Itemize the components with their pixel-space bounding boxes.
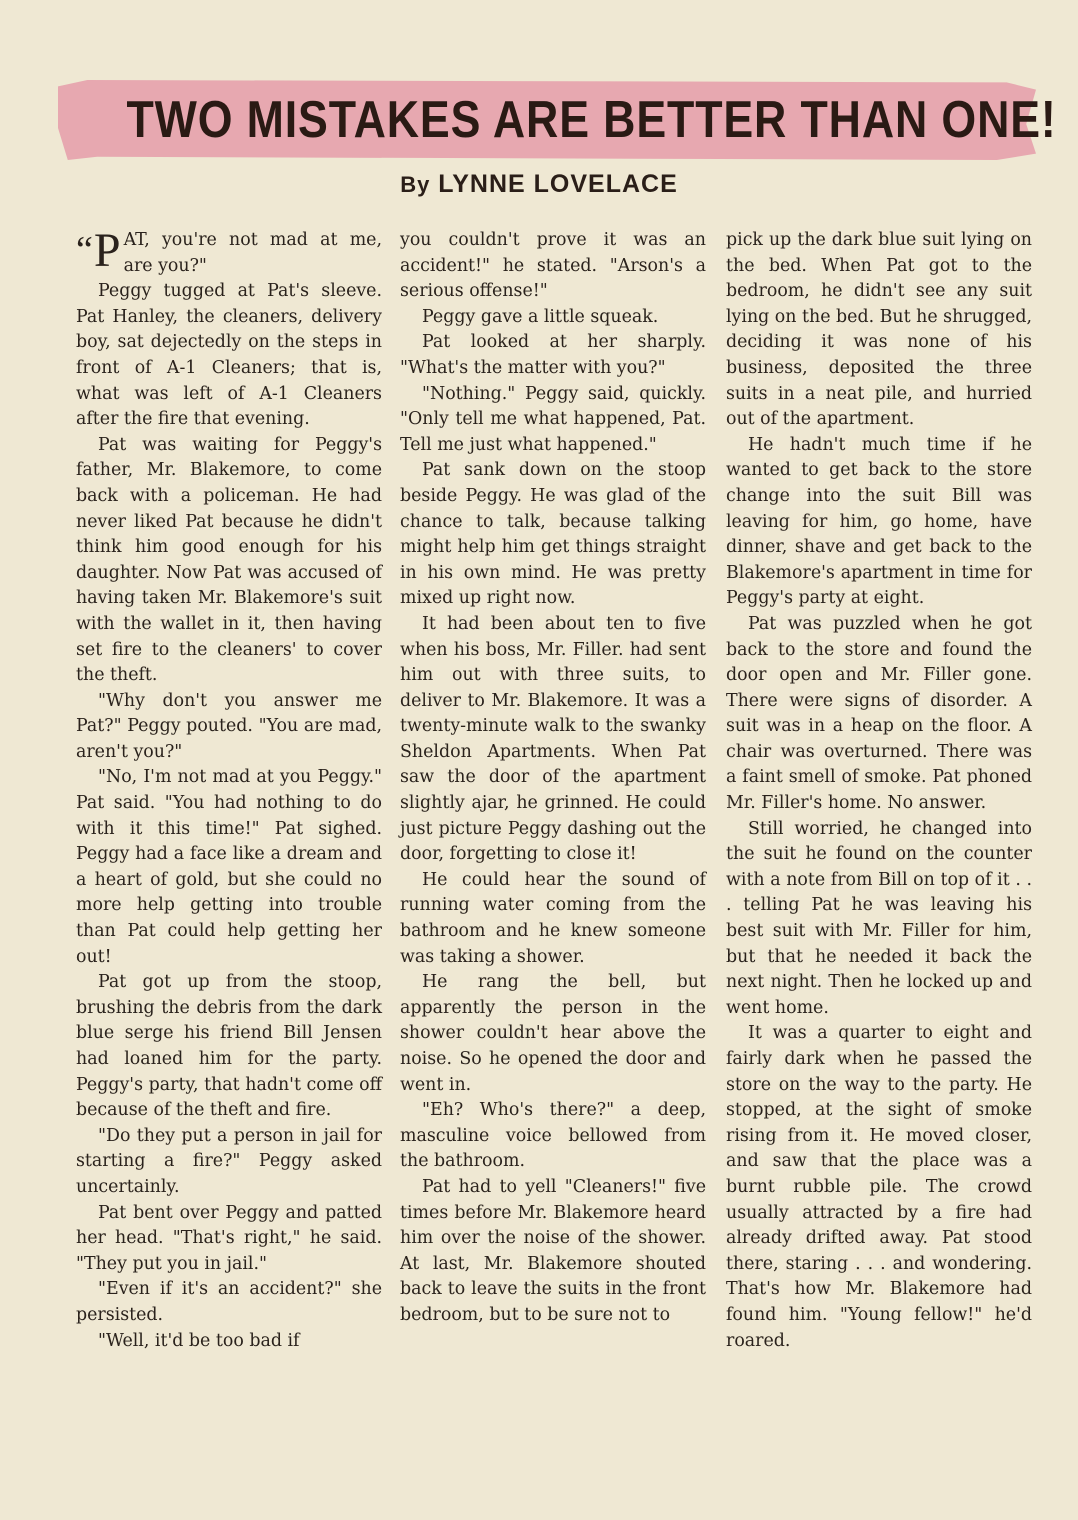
paragraph: He could hear the sound of running water coming from the bathroom and he knew someone was taking a shower. (400, 869, 706, 967)
text-column-2 (400, 228, 706, 1329)
byline-author: LYNNE LOVELACE (438, 170, 678, 198)
paragraph: "Eh? Who's there?" a deep, masculine voice bellowed from the bathroom. (400, 1100, 706, 1172)
paragraph: "Do they put a person in jail for starting a fire?" Peggy asked uncertainly. (76, 1125, 382, 1197)
paragraph: "Even if it's an accident?" she persisted. (76, 1279, 382, 1325)
paragraph: Peggy tugged at Pat's sleeve. Pat Hanley, the cleaners, delivery boy, sat dejectedly on the steps in front of A-1 Cleaners; that is, what was left of A-1 Cleaners after the fire that evening. (76, 281, 382, 430)
paragraph: "Well, it'd be too bad if (98, 1330, 300, 1351)
paragraph: Pat bent over Peggy and patted her head. "That's right," he said. "They put you in jail." (76, 1202, 382, 1274)
story-title: TWO MISTAKES ARE BETTER THAN ONE! (126, 91, 1057, 149)
paragraph: pick up the dark blue suit lying on the bed. When Pat got to the bedroom, he didn't see any suit lying on the bed. But he shrugged, deciding it was none of his business, deposited the three suits in a neat pile, and hurried out of the apartment. (726, 230, 1033, 430)
paragraph: Pat looked at her sharply. "What's the matter with you?" (400, 332, 706, 378)
paragraph: Peggy gave a little squeak. (422, 306, 659, 327)
drop-cap: “P (76, 224, 121, 277)
paragraph: Pat was puzzled when he got back to the store and found the door open and Mr. Filler gone. There were signs of disorder. A suit was in a heap on the floor. A chair was overturned. There was a faint smell of smoke. Pat phoned Mr. Filler's home. No answer. (726, 613, 1032, 814)
byline-by: By (400, 172, 431, 197)
text-column-1 (76, 224, 382, 1354)
paragraph: "Why don't you answer me Pat?" Peggy pouted. "You are mad, aren't you?" (76, 690, 382, 762)
paragraph: It was a quarter to eight and fairly dark when he passed the store on the way to the party. He stopped, at the sight of smoke rising from it. He moved closer, and saw that the place was a burnt rubble pile. The crowd usually attracted by a fire had already drifted away. Pat stood there, staring . . . and wondering. That's how Mr. Blakemore had found him. "Young fellow!" he'd roared. (726, 1023, 1032, 1351)
paragraph: He hadn't much time if he wanted to get back to the store change into the suit Bill was leaving for him, go home, have dinner, shave and get back to the Blakemore's apartment in time for Peggy's party at eight. (726, 434, 1032, 609)
paragraph: you couldn't prove it was an accident!" he stated. "Arson's a serious offense!" (400, 230, 706, 302)
byline (0, 170, 1078, 199)
paragraph: He rang the bell, but apparently the person in the shower couldn't hear above the noise. So he opened the door and went in. (400, 972, 706, 1095)
paragraph: It had been about ten to five when his boss, Mr. Filler. had sent him out with three suits, to deliver to Mr. Blakemore. It was a twenty-minute walk to the swanky Sheldon Apartments. When Pat saw the door of the apartment slightly ajar, he grinned. He could just picture Peggy dashing out the door, forgetting to close it! (400, 613, 706, 865)
paragraph: Still worried, he changed into the suit he found on the counter with a note from Bill on top of it . . . telling Pat he was leaving his best suit with Mr. Filler for him, but that he needed it back the next night. Then he locked up and went home. (726, 818, 1032, 1018)
paragraph: “P AT, you're not mad at me, are you?" (76, 224, 382, 277)
paragraph: Pat was waiting for Peggy's father, Mr. Blakemore, to come back with a policeman. He had never liked Pat because he didn't think him good enough for his daughter. Now Pat was accused of having taken Mr. Blakemore's suit with the wallet in it, then having set fire to the cleaners' to cover the theft. (76, 434, 382, 686)
text-column-3 (726, 228, 1032, 1354)
paragraph: "Nothing." Peggy said, quickly. "Only tell me what happened, Pat. Tell me just what happened." (400, 383, 706, 455)
paragraph: Pat sank down on the stoop beside Peggy. He was glad of the chance to talk, because talking might help him get things straight in his own mind. He was pretty mixed up right now. (400, 460, 706, 609)
paragraph: Pat had to yell "Cleaners!" five times before Mr. Blakemore heard him over the noise of the shower. At last, Mr. Blakemore shouted back to leave the suits in the front bedroom, but to be sure not to (400, 1176, 706, 1325)
paragraph: Pat got up from the stoop, brushing the debris from the dark blue serge his friend Bill Jensen had loaned him for the party. Peggy's party, that hadn't come off because of the theft and fire. (76, 972, 382, 1121)
paragraph: "No, I'm not mad at you Peggy." Pat said. "You had nothing to do with it this time!" Pat sighed. Peggy had a face like a dream and a heart of gold, but she could no more help getting into trouble than Pat could help getting her out! (76, 767, 382, 967)
